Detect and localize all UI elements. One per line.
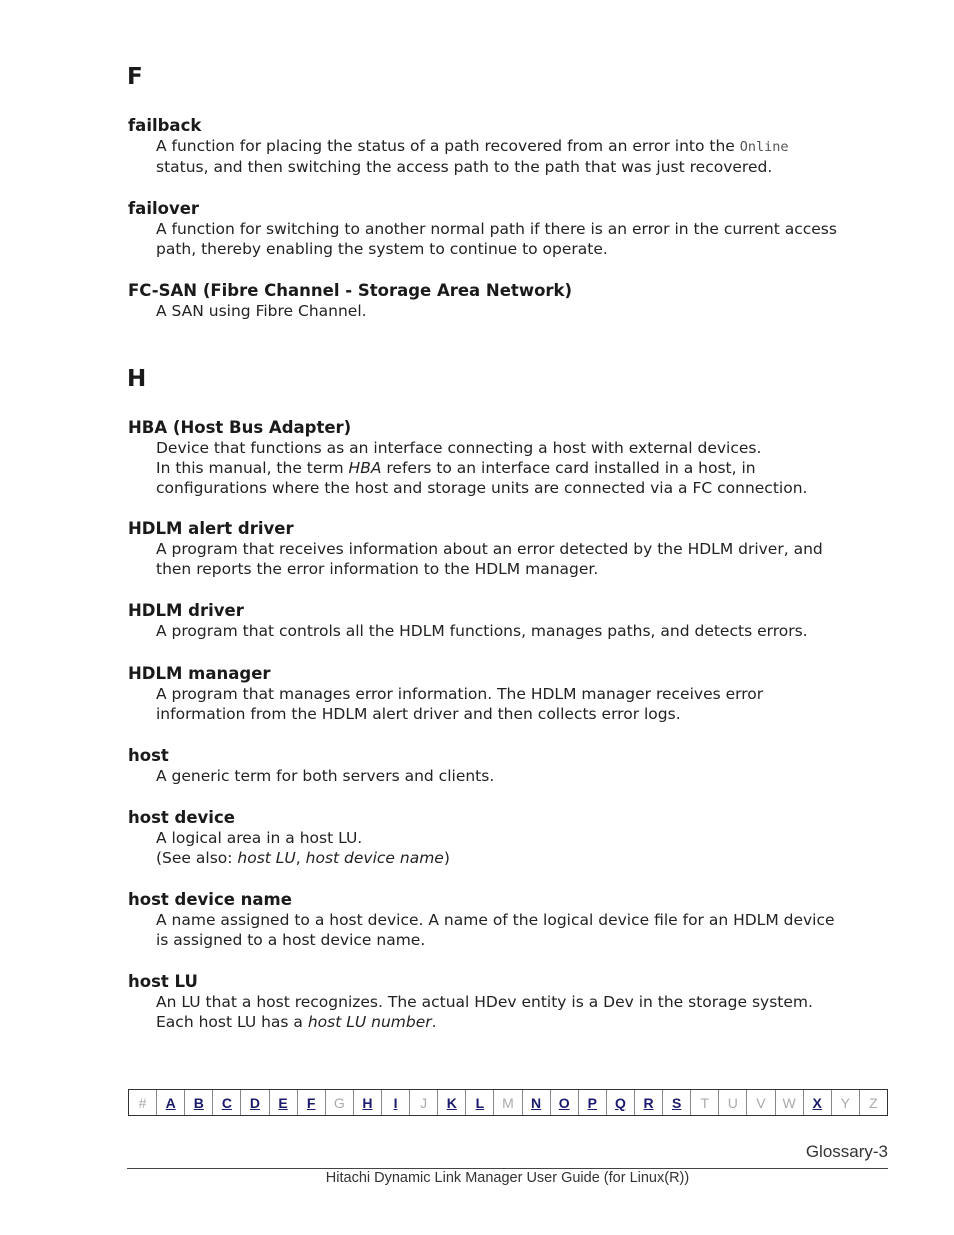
nav-letter-j: J [410,1090,438,1115]
nav-letter-y: Y [832,1090,860,1115]
nav-letter-l[interactable]: L [466,1090,494,1115]
definition-failover [156,219,837,259]
definition-text: . [431,1013,437,1031]
definition-text: Each host LU has a [156,1013,308,1031]
term-host-device-name: host device name [128,890,292,909]
definition-text: A function for switching to another normal path if there is an error in the current access [156,220,837,238]
italic-term: host LU number [307,1013,432,1031]
definition-fc-san [156,301,367,321]
nav-letter-o[interactable]: O [551,1090,579,1115]
nav-letter-q[interactable]: Q [607,1090,635,1115]
term-host-lu: host LU [128,972,198,991]
italic-term: HBA [348,459,382,477]
term-host: host [128,746,169,765]
definition-text: configurations where the host and storage units are connected via a FC connection. [156,479,808,497]
nav-letter-x[interactable]: X [804,1090,832,1115]
term-host-device: host device [128,808,235,827]
definition-text: (See also: [156,849,238,867]
term-failover: failover [128,199,200,218]
nav-letter-z: Z [869,1094,878,1111]
nav-letter-r[interactable]: R [635,1090,663,1115]
nav-letter-f[interactable]: F [298,1090,326,1115]
nav-letter-n[interactable]: N [523,1090,551,1115]
see-also-host-device-name: host device name [305,849,444,867]
nav-letter-u: U [719,1090,747,1115]
nav-letter-b[interactable]: B [185,1090,213,1115]
definition-text: path, thereby enabling the system to continue to operate. [156,240,608,258]
section-heading-h: H [127,366,147,392]
definition-host-lu [156,992,813,1032]
definition-text: In this manual, the term [156,459,349,477]
alphabet-nav [128,1089,888,1116]
definition-text: ) [443,849,450,867]
nav-letter-p[interactable]: P [579,1090,607,1115]
term-hdlm-alert-driver: HDLM alert driver [128,519,294,538]
definition-text: information from the HDLM alert driver and then collects error logs. [156,705,681,723]
page-number: Glossary-3 [805,1142,888,1161]
nav-letter-c[interactable]: C [213,1090,241,1115]
term-hba: HBA (Host Bus Adapter) [128,418,352,437]
nav-letter-d[interactable]: D [241,1090,269,1115]
nav-letter-i[interactable]: I [382,1090,410,1115]
definition-hdlm-driver [156,621,808,641]
definition-text: A name assigned to a host device. A name of the logical device file for an HDLM device [156,911,835,929]
definition-text: An LU that a host recognizes. The actual HDev entity is a Dev in the storage system. [156,993,813,1011]
definition-failback [156,136,789,177]
term-hdlm-driver: HDLM driver [128,601,244,620]
term-hdlm-manager: HDLM manager [128,664,271,683]
term-failback: failback [128,116,202,135]
definition-text: A logical area in a host LU. [156,829,363,847]
code-online: Online [739,139,789,155]
nav-letter-v: V [747,1090,775,1115]
definition-hdlm-manager [156,684,763,724]
nav-letter-g: G [326,1090,354,1115]
nav-letter-hash: # [129,1090,157,1115]
definition-host-device [156,828,450,868]
section-heading-f: F [127,64,143,90]
definition-text: is assigned to a host device name. [156,931,426,949]
nav-letter-h[interactable]: H [354,1090,382,1115]
definition-text: Device that functions as an interface connecting a host with external devices. [156,439,762,457]
definition-host [156,766,494,786]
definition-text: A program that manages error information. The HDLM manager receives error [156,685,764,703]
definition-hba [156,438,807,498]
nav-letter-m: M [494,1090,522,1115]
definition-text: A program that controls all the HDLM functions, manages paths, and detects errors. [156,622,808,640]
definition-text: status, and then switching the access path to the path that was just recovered. [156,158,773,176]
definition-text: , [295,849,306,867]
nav-letter-a[interactable]: A [157,1090,185,1115]
definition-host-device-name [156,910,835,950]
term-fc-san: FC-SAN (Fibre Channel - Storage Area Network) [128,281,573,300]
nav-letter-t: T [691,1090,719,1115]
nav-letter-w: W [776,1090,804,1115]
footer-title: Hitachi Dynamic Link Manager User Guide (for Linux(R)) [325,1170,690,1186]
see-also-host-lu: host LU [237,849,296,867]
definition-hdlm-alert-driver [156,539,823,579]
definition-text: then reports the error information to the HDLM manager. [156,560,599,578]
definition-text: A function for placing the status of a path recovered from an error into the [156,137,740,155]
definition-text: refers to an interface card installed in a host, in [381,459,756,477]
definition-text: A SAN using Fibre Channel. [156,302,367,320]
nav-letter-e[interactable]: E [270,1090,298,1115]
footer-divider [127,1168,888,1169]
nav-letter-s[interactable]: S [663,1090,691,1115]
definition-text: A generic term for both servers and clients. [156,767,495,785]
definition-text: A program that receives information about an error detected by the HDLM driver, and [156,540,823,558]
nav-letter-k[interactable]: K [438,1090,466,1115]
